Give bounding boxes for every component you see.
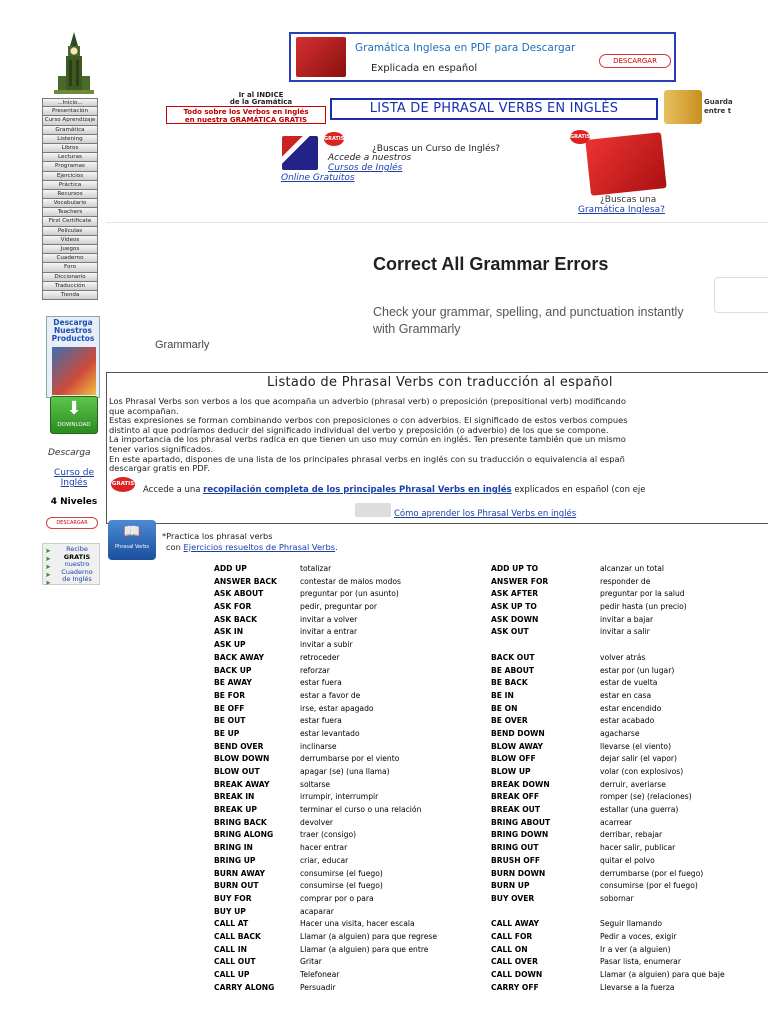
translation: Pedir a voces, exigir — [600, 931, 677, 941]
translation: estallar (una guerra) — [600, 805, 679, 815]
table-row — [214, 804, 768, 817]
nav-item[interactable]: Películas — [42, 227, 98, 236]
translation: estar fuera — [300, 678, 342, 688]
verbos-gramatica-box — [166, 106, 326, 124]
translation: invitar a volver — [300, 614, 358, 624]
translation: terminar el curso o una relación — [300, 805, 422, 815]
translation: consumirse (por el fuego) — [600, 881, 698, 891]
cursos-link[interactable]: Cursos de Inglés — [328, 163, 403, 173]
guarda-label — [704, 98, 733, 116]
nav-item[interactable]: Programas — [42, 162, 98, 171]
phrasal-verb: CALL BACK — [214, 931, 261, 941]
translation: acaparar — [300, 906, 334, 916]
grammar-promo[interactable] — [570, 130, 690, 216]
translation: Gritar — [300, 957, 322, 967]
nav-item[interactable]: Vídeos — [42, 236, 98, 245]
nav-item[interactable]: Tienda — [42, 291, 98, 300]
translation: invitar a entrar — [300, 627, 358, 637]
como-aprender-link[interactable]: Cómo aprender los Phrasal Verbs en inglés — [394, 509, 577, 519]
phrasal-verb: ASK OUT — [491, 627, 529, 637]
phrasal-verb: BURN UP — [491, 881, 530, 891]
ad-brand: Grammarly — [155, 339, 210, 351]
gratis-badge: GRATIS — [570, 130, 590, 144]
gratis-badge: GRATIS — [324, 132, 344, 146]
translation: criar, educar — [300, 855, 349, 865]
cuaderno-promo[interactable] — [42, 543, 100, 585]
nav-item[interactable]: Juegos — [42, 245, 98, 254]
translation: Telefonear — [300, 970, 340, 979]
translation: pedir hasta (un precio) — [600, 602, 687, 612]
translation: derrumbarse por el viento — [300, 754, 400, 764]
translation: estar fuera — [300, 716, 342, 726]
nav-item[interactable]: Traducción — [42, 282, 98, 291]
guarda-line2: entre t — [704, 107, 732, 115]
phrasal-verb: BREAK OFF — [491, 792, 540, 802]
translation: irse, estar apagado — [300, 703, 374, 713]
translation: volar (con explosivos) — [600, 767, 684, 776]
translation: totalizar — [300, 564, 332, 573]
phrasal-verb: BE ON — [491, 703, 518, 713]
nav-item[interactable]: Ejercicios — [42, 172, 98, 181]
nav-item[interactable]: Listening — [42, 135, 98, 144]
ad-cta-edge[interactable] — [714, 277, 768, 313]
phrasal-verb: BREAK OUT — [491, 805, 541, 815]
translation: alcanzar un total — [600, 564, 664, 573]
phrasal-verb: BRING BACK — [214, 817, 267, 827]
phrasal-verbs-app-icon[interactable] — [108, 520, 156, 560]
phrasal-verb: BRUSH OFF — [491, 855, 541, 865]
folder-icon[interactable] — [664, 90, 702, 124]
nav-item[interactable]: Vocabulario — [42, 199, 98, 208]
phrasal-verb: ASK IN — [214, 627, 244, 637]
phrasal-verb: ASK BACK — [214, 614, 257, 624]
translation: Llamar (a alguien) para que baje — [600, 970, 725, 979]
phrasal-verb: BRING UP — [214, 855, 256, 865]
translation: volver atrás — [600, 652, 646, 662]
phrasal-verb: ASK FOR — [214, 602, 252, 612]
translation: traer (consigo) — [300, 830, 357, 840]
phrasal-verb: CALL ON — [491, 944, 528, 954]
indice-label — [226, 92, 296, 106]
phrasal-verb: BRING DOWN — [491, 830, 549, 840]
product-boxes-image — [52, 347, 96, 395]
phrasal-verb: BURN AWAY — [214, 868, 266, 878]
nav-item[interactable]: Lecturas — [42, 153, 98, 162]
translation: estar en casa — [600, 690, 652, 700]
table-row — [214, 563, 768, 576]
phrasal-verb: BREAK IN — [214, 792, 255, 802]
table-row — [214, 829, 768, 842]
big-ben-logo-icon[interactable] — [54, 32, 94, 94]
translation: estar encendido — [600, 703, 662, 713]
translation: reforzar — [300, 665, 330, 675]
accede-suffix: explicados en español (con eje — [511, 485, 646, 495]
phrasal-verb: CALL IN — [214, 944, 247, 954]
translation: Hacer una visita, hacer escala — [300, 919, 415, 929]
phrasal-verb: CALL OUT — [214, 957, 256, 967]
phrasal-verb: BUY FOR — [214, 893, 252, 903]
curso-promo[interactable] — [280, 132, 530, 186]
gramatica-pdf-banner[interactable] — [289, 32, 676, 82]
table-row — [214, 779, 768, 792]
table-row — [214, 944, 768, 957]
grammar-question: ¿Buscas una — [600, 195, 657, 205]
translation: romper (se) (relaciones) — [600, 792, 692, 802]
phrasal-verb: BREAK UP — [214, 805, 257, 815]
phrasal-verb: ADD UP — [214, 564, 247, 573]
table-row — [214, 817, 768, 830]
nav-item[interactable]: Cuaderno — [42, 254, 98, 263]
translation: Seguir llamando — [600, 919, 662, 929]
accede-prefix: Accede a una — [143, 485, 204, 495]
phrasal-verb: CALL FOR — [491, 931, 533, 941]
translation: inclinarse — [300, 741, 337, 751]
phrasal-verb: BEND OVER — [214, 741, 264, 751]
ejercicios-link[interactable]: Ejercicios resueltos de Phrasal Verbs — [183, 542, 336, 552]
translation: hacer salir, publicar — [600, 843, 676, 853]
translation: derribar, rebajar — [600, 830, 663, 840]
table-row — [214, 576, 768, 589]
table-row — [214, 956, 768, 969]
phrasal-verb: BE UP — [214, 728, 240, 738]
translation: hacer entrar — [300, 843, 348, 853]
intro-line: que acompañan. — [109, 405, 179, 416]
intro-line: distinto al que podríamos deducir del significado individual del verbo y preposición (o adverbio) de los que se compone. — [109, 424, 609, 435]
page-title: LISTA DE PHRASAL VERBS EN INGLÉS — [330, 98, 658, 120]
intro-line: La importancia de los phrasal verbs radica en que tienen un uso muy común en inglés. Ten presente también que un mismo — [109, 434, 626, 445]
recopilacion-text — [143, 485, 646, 495]
nav-item[interactable]: Presentación — [42, 107, 98, 116]
nav-item[interactable]: ...Inicio... — [42, 98, 98, 107]
phrasal-verb: BE ABOUT — [491, 665, 535, 675]
phrasal-verb: BLOW UP — [491, 767, 531, 776]
nav-item[interactable]: Gramática — [42, 126, 98, 135]
english-grammar-book-icon — [585, 132, 666, 196]
translation: quitar el polvo — [600, 855, 655, 865]
phrasal-verb: BACK OUT — [491, 652, 535, 662]
table-row — [214, 766, 768, 779]
phrasal-verb: BACK UP — [214, 665, 252, 675]
indice-line1: Ir al INDICE — [238, 91, 284, 99]
phrasal-verb: ASK DOWN — [491, 614, 539, 624]
table-row — [214, 982, 768, 995]
recopilacion-link[interactable]: recopilación completa de los principales Phrasal Verbs en inglés — [203, 485, 512, 495]
table-row — [214, 906, 768, 919]
table-row — [214, 665, 768, 678]
translation: invitar a bajar — [600, 614, 654, 624]
phrasal-verb: ANSWER FOR — [491, 576, 549, 586]
cuaderno-text — [55, 546, 99, 584]
table-row — [214, 753, 768, 766]
curso-ingles-link[interactable]: Curso de Inglés — [54, 468, 94, 488]
download-arrow-icon: ⬇ — [66, 398, 82, 419]
phrasal-verb: CALL AWAY — [491, 919, 539, 929]
phrasal-verb: BE IN — [491, 690, 514, 700]
phrasal-verb: BLOW OUT — [214, 767, 260, 776]
table-row — [214, 842, 768, 855]
table-row — [214, 715, 768, 728]
indice-gramatica-link[interactable] — [166, 92, 326, 126]
phrasal-verb: CARRY OFF — [491, 982, 539, 992]
nav-item[interactable]: Libros — [42, 144, 98, 153]
phrasal-verbs-table — [214, 563, 768, 994]
table-row — [214, 626, 768, 639]
translation: contestar de malos modos — [300, 576, 401, 586]
phrasal-verb: BURN OUT — [214, 881, 259, 891]
translation: preguntar por la salud — [600, 589, 685, 599]
nav-item[interactable]: Práctica — [42, 181, 98, 190]
practice-suffix: . — [335, 542, 338, 552]
table-row — [214, 588, 768, 601]
table-row — [214, 677, 768, 690]
phrasal-verb: BRING IN — [214, 843, 253, 853]
curso-question: ¿Buscas un Curso de Inglés? — [372, 144, 501, 154]
translation: dejar salir (el vapor) — [600, 754, 678, 764]
de-ingles-word: de Inglés — [62, 575, 92, 583]
products-title: Descarga Nuestros Productos — [51, 318, 95, 343]
phrasal-verb: CARRY ALONG — [214, 982, 275, 992]
translation: estar a favor de — [300, 690, 361, 700]
table-row — [214, 880, 768, 893]
table-row — [214, 868, 768, 881]
phrasal-verb: BREAK AWAY — [214, 779, 270, 789]
table-row — [214, 855, 768, 868]
verbos-line: Todo sobre los Verbos en Inglés — [183, 108, 309, 116]
intro-line: En este apartado, dispones de una lista de los principales phrasal verbs en inglés con su traducción o equivalencia al españ — [109, 453, 625, 464]
table-row — [214, 931, 768, 944]
phrasal-verb: BE OVER — [491, 716, 528, 726]
intro-box — [106, 372, 768, 524]
flags-icon — [282, 136, 318, 170]
phrasal-verb: ANSWER BACK — [214, 576, 277, 586]
recibe-word: Recibe — [66, 545, 88, 553]
translation: sobornar — [600, 893, 634, 903]
translation: devolver — [300, 817, 334, 827]
translation: Persuadir — [300, 982, 336, 992]
banner-title: Gramática Inglesa en PDF para Descargar — [355, 42, 576, 54]
translation: derruir, averiarse — [600, 779, 666, 789]
translation: estar levantado — [300, 728, 360, 738]
cuaderno-word: Cuaderno — [61, 567, 93, 576]
green-arrows-icon: ➤ ➤ ➤ ➤ ➤ — [45, 547, 51, 587]
grammarly-ad[interactable] — [106, 222, 768, 366]
translation: responder de — [600, 576, 651, 586]
phrasal-verb: BURN DOWN — [491, 868, 546, 878]
intro-line: descargar gratis en PDF. — [109, 463, 210, 474]
translation: apagar (se) (una llama) — [300, 767, 390, 776]
phrasal-verb: BE FOR — [214, 690, 246, 700]
phrasal-verb: BLOW OFF — [491, 754, 536, 764]
table-row — [214, 703, 768, 716]
ad-subtext: Check your grammar, spelling, and punctuation instantly with Grammarly — [373, 305, 684, 336]
translation: soltarse — [300, 779, 331, 789]
niveles-label: 4 Niveles — [50, 497, 98, 507]
translation: invitar a subir — [300, 640, 353, 650]
left-nav — [42, 98, 98, 300]
ad-headline: Correct All Grammar Errors — [373, 254, 609, 274]
nav-item[interactable]: First Certificate — [42, 217, 98, 226]
translation: preguntar por (un asunto) — [300, 589, 399, 599]
translation: invitar a salir — [600, 627, 650, 637]
table-row — [214, 690, 768, 703]
phrasal-verb: BRING ALONG — [214, 830, 274, 840]
nav-item[interactable]: Teachers — [42, 208, 98, 217]
table-row — [214, 601, 768, 614]
translation: pedir, preguntar por — [300, 602, 378, 612]
intro-line: tener varios significados. — [109, 444, 214, 454]
phrasal-verb: ASK AFTER — [491, 589, 539, 599]
translation: Llamar (a alguien) para que regrese — [300, 931, 438, 941]
translation: irrumpir, interrumpir — [300, 792, 379, 802]
table-row — [214, 918, 768, 931]
app-icon-label: Phrasal Verbs — [115, 544, 149, 550]
translation: estar acabado — [600, 716, 655, 726]
phrasal-verb: BE OUT — [214, 716, 246, 726]
indice-line1b: de la Gramática — [229, 98, 293, 106]
intro-line: Los Phrasal Verbs son verbos a los que acompaña un adverbio (phrasal verb) o preposición (prepositional verb) modificando — [109, 396, 626, 406]
left-descargar-button[interactable]: DESCARGAR — [46, 517, 98, 529]
gramatica-inglesa-link[interactable]: Gramática Inglesa? — [578, 205, 665, 215]
table-row — [214, 893, 768, 906]
translation: Llevarse a la fuerza — [600, 982, 675, 992]
practice-heading: *Practica los phrasal verbs — [162, 531, 273, 541]
guarda-line1: Guarda — [704, 98, 733, 106]
phrasal-verb: CALL DOWN — [491, 970, 543, 979]
phrasal-verb: ADD UP TO — [491, 564, 539, 573]
translation: derrumbarse (por el fuego) — [600, 868, 704, 878]
phrasal-verb: BE BACK — [491, 678, 528, 688]
translation: estar por (un lugar) — [600, 665, 675, 675]
table-row — [214, 639, 768, 652]
gramatica-gratis-line: en nuestra GRAMÁTICA GRATIS — [184, 116, 308, 124]
translation: llevarse (el viento) — [600, 741, 672, 751]
table-row — [214, 614, 768, 627]
phrasal-verb: BREAK DOWN — [491, 779, 550, 789]
products-banner[interactable] — [46, 316, 100, 398]
gratis-word: GRATIS — [63, 552, 91, 561]
table-row — [214, 728, 768, 741]
phrasal-verb: BRING OUT — [491, 843, 539, 853]
intro-line: Estas expresiones se forman combinando verbos con preposiciones o con adverbios. El significado de estos verbos compues — [109, 415, 628, 426]
table-row — [214, 791, 768, 804]
phrasal-verb: BLOW AWAY — [491, 741, 544, 751]
online-gratuitos-link[interactable]: Online Gratuitos — [281, 173, 355, 183]
translation: retroceder — [300, 652, 340, 662]
download-label: DOWNLOAD — [57, 422, 91, 428]
phrasal-verb: ASK UP TO — [491, 602, 537, 612]
table-row — [214, 652, 768, 665]
phrasal-verb: BUY OVER — [491, 893, 535, 903]
phrasal-verb: BRING ABOUT — [491, 817, 551, 827]
howto-image — [355, 503, 391, 517]
download-button[interactable] — [50, 396, 98, 434]
grammar-book-icon — [296, 37, 346, 77]
table-row — [214, 969, 768, 982]
intro-title: Listado de Phrasal Verbs con traducción al español — [267, 375, 613, 390]
nuestro-word: nuestro — [64, 560, 90, 568]
translation: comprar por o para — [300, 893, 374, 903]
translation: estar de vuelta — [600, 678, 658, 688]
translation: agacharse — [600, 728, 640, 738]
phrasal-verb: BEND DOWN — [491, 728, 545, 738]
translation: Ir a ver (a alguien) — [600, 944, 671, 954]
descarga-label: Descarga — [48, 448, 91, 458]
translation: consumirse (el fuego) — [300, 881, 383, 891]
practice-line — [166, 542, 338, 552]
translation: consumirse (el fuego) — [300, 868, 383, 878]
nav-item[interactable]: Foro — [42, 263, 98, 272]
phrasal-verb: BUY UP — [214, 906, 246, 916]
phrasal-verb: CALL AT — [214, 919, 249, 929]
phrasal-verb: CALL UP — [214, 970, 250, 979]
phrasal-verb: ASK ABOUT — [214, 589, 264, 599]
nav-item[interactable]: Recursos — [42, 190, 98, 199]
book-icon: 📖 — [123, 524, 141, 540]
nav-item[interactable]: Diccionario — [42, 273, 98, 282]
nav-item[interactable]: Curso Aprendizaje — [42, 116, 98, 125]
phrasal-verb: CALL OVER — [491, 957, 538, 967]
translation: Llamar (a alguien) para que entre — [300, 944, 429, 954]
phrasal-verb: BLOW DOWN — [214, 754, 270, 764]
gratis-badge: GRATIS — [111, 477, 135, 492]
phrasal-verb: BE AWAY — [214, 678, 252, 688]
translation: acarrear — [600, 817, 632, 827]
phrasal-verb: BACK AWAY — [214, 652, 264, 662]
translation: Pasar lista, enumerar — [600, 957, 681, 967]
banner-descargar-button[interactable]: DESCARGAR — [599, 54, 671, 68]
accede-text: Accede a nuestros — [328, 153, 412, 163]
practice-prefix: con — [166, 542, 184, 552]
banner-subtitle: Explicada en español — [371, 63, 478, 74]
table-row — [214, 741, 768, 754]
phrasal-verb: ASK UP — [214, 640, 246, 650]
phrasal-verb: BE OFF — [214, 703, 245, 713]
